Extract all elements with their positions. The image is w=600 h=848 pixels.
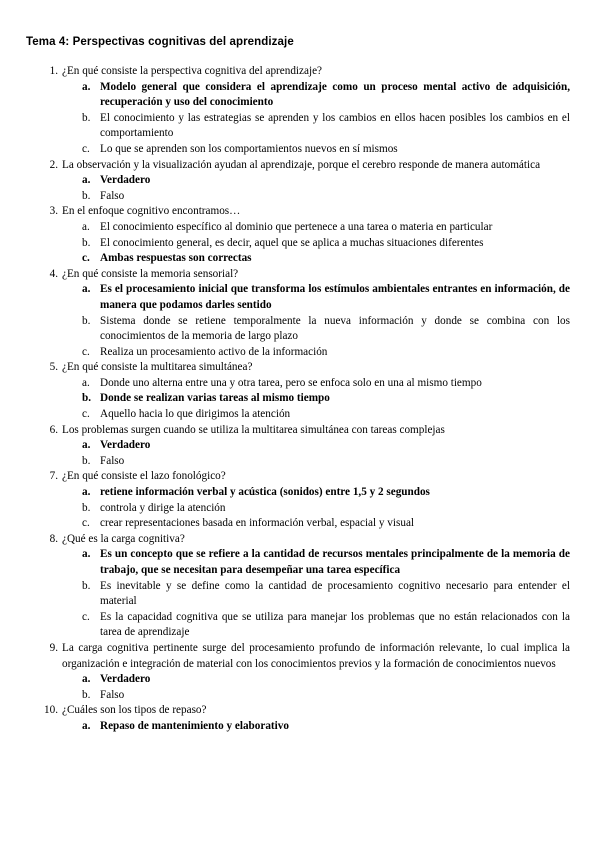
option-letter: c. (82, 408, 90, 421)
question-item (49, 641, 570, 703)
option-text: controla y dirige la atención (100, 501, 226, 514)
option-text: Lo que se aprenden son los comportamientos nuevos en sí mismos (100, 142, 398, 155)
option-list (62, 719, 570, 735)
option-item (82, 345, 570, 361)
option-text: Ambas respuestas son correctas (100, 252, 252, 265)
option-item (82, 142, 570, 158)
question-number: 2. (49, 158, 58, 171)
question-number: 6. (49, 423, 58, 436)
option-letter: c. (82, 517, 90, 530)
correct-option (82, 547, 570, 578)
option-letter: c. (82, 252, 90, 265)
option-letter: b. (82, 314, 91, 327)
option-item (82, 516, 570, 532)
question-text: En el enfoque cognitivo encontramos… (62, 205, 241, 218)
question-list (44, 64, 570, 735)
option-list (62, 547, 570, 641)
option-letter: a. (82, 283, 91, 296)
option-text: Es el procesamiento inicial que transforma los estímulos ambientales entrantes en información, de manera que podamos darles sentido (100, 283, 570, 311)
question-number: 8. (49, 532, 58, 545)
option-text: El conocimiento general, es decir, aquel que se aplica a muchas situaciones diferentes (100, 236, 484, 249)
question-number: 3. (49, 205, 58, 218)
question-number: 9. (49, 641, 58, 654)
option-letter: a. (82, 673, 91, 686)
option-letter: b. (82, 236, 91, 249)
question-number: 4. (49, 267, 58, 280)
option-letter: c. (82, 142, 90, 155)
option-text: Falso (100, 688, 125, 701)
question-item (49, 64, 570, 158)
option-item (82, 236, 570, 252)
option-letter: a. (82, 220, 90, 233)
option-item (82, 314, 570, 345)
correct-option (82, 173, 570, 189)
option-item (82, 501, 570, 517)
option-text: Verdadero (100, 439, 151, 452)
question-text: ¿En qué consiste la memoria sensorial? (62, 267, 239, 280)
question-item (44, 703, 570, 734)
option-letter: b. (82, 111, 91, 124)
option-text: Falso (100, 189, 125, 202)
document-title: Tema 4: Perspectivas cognitivas del aprendizaje (26, 36, 294, 48)
option-letter: c. (82, 610, 90, 623)
option-text: Verdadero (100, 174, 151, 187)
option-list (62, 485, 570, 532)
option-text: El conocimiento específico al dominio que pertenece a una tarea o materia en particular (100, 220, 493, 233)
option-item (82, 579, 570, 610)
option-text: Es inevitable y se define como la cantidad de procesamiento cognitivo necesario para entender el material (100, 579, 570, 608)
question-item (49, 532, 570, 641)
question-text: La observación y la visualización ayudan al aprendizaje, porque el cerebro responde de manera automática (62, 158, 541, 171)
question-text: ¿Qué es la carga cognitiva? (62, 532, 185, 545)
option-list (62, 282, 570, 360)
option-letter: a. (82, 548, 91, 561)
option-letter: b. (82, 688, 91, 701)
option-list (62, 173, 570, 204)
option-text: Donde se realizan varias tareas al mismo tiempo (100, 392, 330, 405)
option-letter: a. (82, 376, 90, 389)
option-text: El conocimiento y las estrategias se aprenden y los cambios en ellos hacen posibles los cambios en el comportamiento (100, 111, 570, 140)
question-text: ¿Cuáles son los tipos de repaso? (62, 704, 207, 717)
option-letter: b. (82, 579, 91, 592)
option-text: crear representaciones basada en información verbal, espacial y visual (100, 517, 415, 530)
question-item (49, 360, 570, 422)
option-text: Repaso de mantenimiento y elaborativo (100, 719, 289, 732)
option-letter: c. (82, 345, 90, 358)
option-list (62, 80, 570, 158)
option-text: Sistema donde se retiene temporalmente la nueva información y donde se combina con los conocimientos de la memoria de largo plazo (100, 314, 570, 343)
question-text: Los problemas surgen cuando se utiliza la multitarea simultánea con tareas complejas (62, 423, 445, 436)
option-list (62, 376, 570, 423)
option-text: Es la capacidad cognitiva que se utiliza para manejar los problemas que no están relacionados con la tarea de aprendizaje (100, 610, 570, 639)
option-item (82, 376, 570, 392)
option-item (82, 220, 570, 236)
correct-option (82, 282, 570, 313)
option-letter: b. (82, 189, 91, 202)
option-letter: a. (82, 439, 91, 452)
correct-option (82, 251, 570, 267)
question-text: La carga cognitiva pertinente surge del procesamiento profundo de información relevante, lo cual implica la organización e integración de material con los conocimientos previos y la formación de conocimientos nuevos (62, 641, 570, 670)
option-text: Realiza un procesamiento activo de la información (100, 345, 328, 358)
question-number: 10. (44, 704, 58, 717)
option-item (82, 610, 570, 641)
option-text: Modelo general que considera el aprendizaje como un proceso mental activo de adquisición, recuperación y uso del conocimiento (100, 80, 570, 109)
option-letter: b. (82, 501, 91, 514)
option-letter: a. (82, 486, 91, 499)
question-number: 7. (49, 470, 58, 483)
option-text: Donde uno alterna entre una y otra tarea, pero se enfoca solo en una al mismo tiempo (100, 376, 482, 389)
question-text: ¿En qué consiste la multitarea simultánea? (62, 361, 253, 374)
option-item (82, 454, 570, 470)
question-item (49, 423, 570, 470)
option-text: Aquello hacia lo que dirigimos la atención (100, 408, 291, 421)
question-item (49, 267, 570, 361)
option-letter: b. (82, 454, 91, 467)
question-item (49, 204, 570, 266)
option-letter: a. (82, 174, 91, 187)
option-item (82, 407, 570, 423)
option-letter: b. (82, 392, 92, 405)
correct-option (82, 80, 570, 111)
option-letter: a. (82, 719, 91, 732)
option-text: retiene información verbal y acústica (sonidos) entre 1,5 y 2 segundos (100, 486, 430, 499)
correct-option (82, 719, 570, 735)
option-list (62, 438, 570, 469)
question-item (49, 469, 570, 531)
option-item (82, 111, 570, 142)
option-item (82, 189, 570, 205)
option-letter: a. (82, 80, 91, 93)
option-text: Falso (100, 454, 125, 467)
correct-option (82, 391, 570, 407)
correct-option (82, 672, 570, 688)
question-number: 1. (49, 65, 58, 77)
question-text: ¿En qué consiste el lazo fonológico? (62, 470, 226, 483)
option-text: Verdadero (100, 673, 151, 686)
correct-option (82, 485, 570, 501)
option-list (62, 672, 570, 703)
question-item (49, 158, 570, 205)
option-list (62, 220, 570, 267)
option-text: Es un concepto que se refiere a la cantidad de recursos mentales principalmente de la memoria de trabajo, que se necesitan para desempeñar una tarea específica (100, 548, 570, 576)
question-number: 5. (49, 361, 58, 374)
question-text: ¿En qué consiste la perspectiva cognitiva del aprendizaje? (62, 65, 322, 77)
correct-option (82, 438, 570, 454)
option-item (82, 688, 570, 704)
